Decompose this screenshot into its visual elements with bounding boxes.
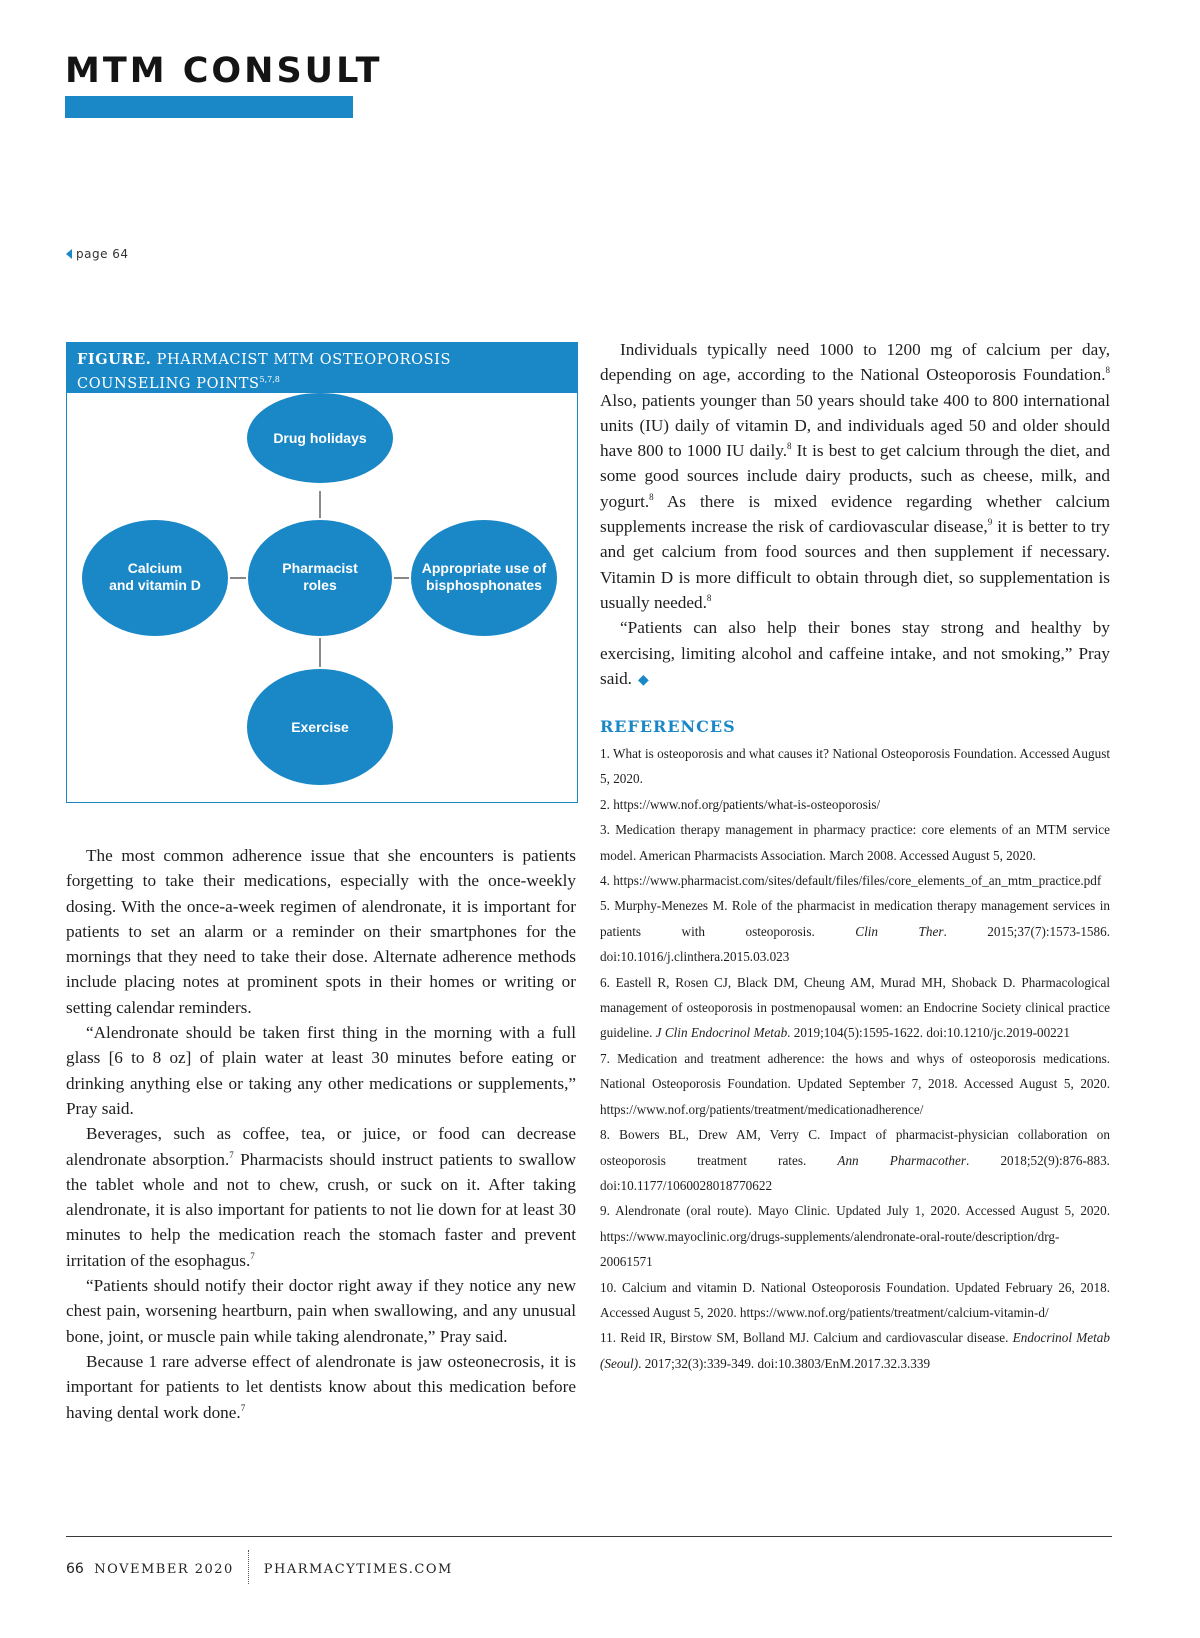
reference-link[interactable]: 4. https://www.pharmacist.com/sites/default/files/files/core_elements_of_an_mtm_practice.pdf	[600, 873, 1102, 889]
paragraph	[66, 1020, 576, 1121]
paragraph	[600, 615, 1110, 693]
reference-item	[600, 1122, 1110, 1198]
reference-link[interactable]: 2. https://www.nof.org/patients/what-is-osteoporosis/	[600, 796, 881, 812]
reference-text: . 2018;52(9):876-883. doi:10.1177/1060028018770622	[600, 1152, 1110, 1193]
paragraph	[600, 337, 1110, 615]
paragraph-text: “Alendronate should be taken first thing in the morning with a full glass [6 to 8 oz] of plain water at least 30 minutes before eating or drinking anything else or taking any other medications or supplements,” Pray said.	[66, 1023, 576, 1118]
paragraph-text: As there is mixed evidence regarding whether calcium supplements increase the risk of cardiovascular disease,	[600, 491, 1110, 537]
paragraph-text: Individuals typically need 1000 to 1200 mg of calcium per day, depending on age, according to the National Osteoporosis Foundation.	[600, 340, 1110, 385]
left-column	[66, 843, 576, 1425]
paragraph	[66, 1121, 576, 1273]
left-triangle-icon	[66, 249, 72, 259]
reference-item: 3. Medication therapy management in pharmacy practice: core elements of an MTM service model. American Pharmacists Association. March 2008. Accessed August 5, 2020.	[600, 822, 1110, 863]
reference-text: . 2019;104(5):1595-1622. doi:10.1210/jc.2019-00221	[787, 1025, 1070, 1041]
paragraph	[66, 1349, 576, 1425]
journal-name: Clin Ther	[855, 923, 944, 939]
website-link[interactable]: PHARMACYTIMES.COM	[263, 1562, 453, 1577]
journal-name: J Clin Endocrinol Metab	[655, 1025, 788, 1041]
reference-text: 5. Murphy-Menezes M. Role of the pharmacist in medication therapy management services in patients with osteoporosis.	[600, 898, 1110, 939]
paragraph-text: “Patients should notify their doctor right away if they notice any new chest pain, worsening heartburn, pain when swallowing, and any unusual bone, joint, or muscle pain while taking alendronate,” Pray said.	[66, 1276, 576, 1346]
citation-marker: 8	[706, 592, 712, 603]
figure-caption	[67, 343, 577, 393]
figure-label: FIGURE.	[77, 351, 152, 368]
paragraph-text: Beverages, such as coffee, tea, or juice, or food can decrease alendronate absorption.	[66, 1124, 576, 1169]
reference-item: 1. What is osteoporosis and what causes it? National Osteoporosis Foundation. Accessed August 5, 2020.	[600, 746, 1110, 787]
references-list	[600, 741, 1110, 1376]
reference-text: 8. Bowers BL, Drew AM, Verry C. Impact of pharmacist-physician collaboration on osteoporosis treatment rates.	[600, 1127, 1110, 1168]
journal-name: Endocrinol Metab (Seoul)	[600, 1330, 1110, 1371]
figure-title: PHARMACIST MTM OSTEOPOROSIS COUNSELING POINTS	[77, 352, 452, 392]
reference-text: . 2015;37(7):1573-1586. doi:10.1016/j.clinthera.2015.03.023	[600, 923, 1110, 965]
page-number: 66	[66, 1561, 84, 1577]
node-pharmacist-roles-label-2: roles	[303, 577, 337, 593]
figure-box	[66, 342, 578, 803]
node-bisphosphonates-label-2: bisphosphonates	[426, 577, 542, 593]
journal-name: Ann Pharmacother	[837, 1152, 966, 1168]
issue-date: NOVEMBER 2020	[94, 1562, 234, 1577]
node-bisphosphonates-label-1: Appropriate use of	[421, 560, 547, 576]
end-of-article-diamond-icon: ◆	[637, 672, 649, 688]
reference-item: 10. Calcium and vitamin D. National Osteoporosis Foundation. Updated February 26, 2018. Accessed August 5, 2020. https://www.nof.org/patients/treatment/calcium-vitamin-d/	[600, 1279, 1110, 1320]
footer-separator	[248, 1550, 249, 1584]
paragraph-text: Also, patients younger than 50 years should take 400 to 800 international units (IU) daily of vitamin D, and individuals aged 50 and older should have 800 to 1000 IU daily.	[600, 390, 1110, 461]
citation-marker: 9	[987, 517, 993, 528]
paragraph-text: It is best to get calcium through the diet, and some good sources include dairy products, such as cheese, milk, and yogurt.	[600, 441, 1110, 511]
page-footer	[66, 1552, 453, 1586]
citation-marker: 8	[787, 441, 792, 452]
paragraph-text: “Patients can also help their bones stay strong and healthy by exercising, limiting alcohol and caffeine intake, and not smoking,” Pray said.	[600, 618, 1110, 688]
node-exercise-label: Exercise	[291, 719, 349, 735]
references-heading: REFERENCES	[600, 717, 736, 736]
reference-text: 11. Reid IR, Birstow SM, Bolland MJ. Calcium and cardiovascular disease.	[600, 1330, 1013, 1346]
node-drug-holidays-label: Drug holidays	[273, 430, 367, 446]
paragraph-text: it is better to try and get calcium from food sources and then supplement if necessary. Vitamin D is more difficult to obtain through diet, so supplementation is usually needed.	[600, 517, 1110, 612]
paragraph	[66, 1273, 576, 1349]
node-calcium-label-2: and vitamin D	[109, 577, 201, 593]
reference-item	[600, 893, 1110, 969]
reference-item: 9. Alendronate (oral route). Mayo Clinic. Updated July 1, 2020. Accessed August 5, 2020. https://www.mayoclinic.org/drugs-supplements/alendronate-oral-route/description/drg-20061571	[600, 1203, 1110, 1270]
citation-marker: 8	[1105, 365, 1110, 376]
right-column	[600, 337, 1110, 693]
reference-text: 6. Eastell R, Rosen CJ, Black DM, Cheung AM, Murad MH, Shoback D. Pharmacological management of osteoporosis in postmenopausal women: an Endocrine Society clinical practice guideline.	[600, 974, 1110, 1041]
citation-marker: 7	[250, 1250, 255, 1261]
paragraph	[66, 843, 576, 1020]
masthead	[65, 50, 382, 92]
reference-item: 7. Medication and treatment adherence: the hows and whys of osteoporosis medications. National Osteoporosis Foundation. Updated September 7, 2018. Accessed August 5, 2020. https://www.nof.org/patients/treatment/medicationadherence/	[600, 1050, 1110, 1117]
citation-marker: 7	[229, 1149, 234, 1160]
footer-divider	[66, 1536, 1112, 1537]
citation-marker: 8	[649, 491, 654, 502]
citation-marker: 7	[240, 1402, 246, 1413]
counseling-diagram	[67, 393, 576, 801]
node-calcium-label-1: Calcium	[127, 560, 183, 576]
node-pharmacist-roles-label-1: Pharmacist	[282, 560, 358, 576]
continued-from-label: page 64	[76, 247, 129, 261]
masthead-accent-bar	[65, 96, 353, 118]
figure-title-refs: 5,7,8	[259, 375, 280, 384]
paragraph-text: Pharmacists should instruct patients to swallow the tablet whole and not to chew, crush, or suck on it. After taking alendronate, it is also important for patients to not lie down for at least 30 minutes to help the medication reach the stomach faster and prevent irritation of the esophagus.	[66, 1149, 576, 1270]
continued-from-link[interactable]	[66, 247, 129, 261]
reference-text: . 2017;32(3):339-349. doi:10.3803/EnM.2017.32.3.339	[638, 1355, 931, 1371]
section-title: MTM CONSULT	[65, 51, 383, 91]
reference-item	[600, 970, 1110, 1046]
paragraph-text: The most common adherence issue that she encounters is patients forgetting to take their medications, especially with the once-weekly dosing. With the once-a-week regimen of alendronate, it is important for patients to set an alarm or a reminder on their smartphones for the mornings that they need to take their dose. Alternate adherence methods include placing notes at prominent spots in their homes or writing or setting calendar reminders.	[66, 846, 576, 1017]
reference-item	[600, 1325, 1110, 1376]
paragraph-text: Because 1 rare adverse effect of alendronate is jaw osteonecrosis, it is important for patients to let dentists know about this medication before having dental work done.	[66, 1351, 576, 1422]
